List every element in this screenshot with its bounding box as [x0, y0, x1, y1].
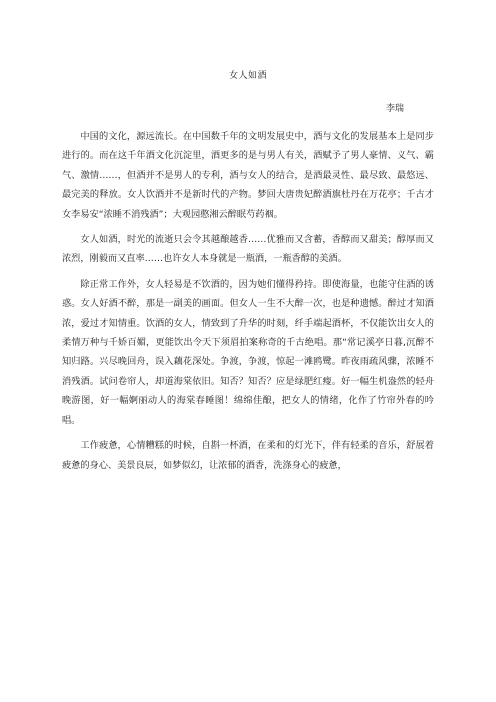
document-body — [62, 127, 434, 481]
paragraph-4: 工作疲惫，心情糟糕的时候，自斟一杯酒，在柔和的灯光下，伴有轻柔的音乐，舒展着疲惫的身心、美景良辰，如梦似幻，让浓郁的酒香，洗涤身心的疲惫， — [62, 440, 434, 471]
paragraph-3: 除正常工作外，女人轻易是不饮酒的，因为她们懂得矜持。即使海量，也能守住酒的诱惑。女人好酒不醉，那是一副美的画面。但女人一生不大醉一次，也是种遗憾。醉过才知酒浓，爱过才知情重。饮酒的女人，情致到了升华的时刻，纤手端起酒杯，不仅能饮出女人的柔情万种与千娇百媚，更能饮出令天下须眉拍案称奇的千古绝唱。那“常记溪亭日暮,沉醉不知归路。兴尽晚回舟，误入藕花深处。争渡，争渡，惊起一滩鸥鹭。昨夜雨疏风骤，浓睡不消残酒。试问卷帘人，却道海棠依旧。知否？知否？应是绿肥红瘦。好一幅生机盎然的轻舟晚游图，好一幅婀丽动人的海棠春睡图！绵绵佳酿，把女人的情绪，化作了竹帘外春的吟唱。 — [62, 278, 434, 426]
paragraph-1: 中国的文化，源远流长。在中国数千年的文明发展史中，酒与文化的发展基本上是同步进行的。而在这千年酒文化沉淀里，酒更多的是与男人有关，酒赋予了男人豪情、义气、霸气、激情……，但酒并不是男人的专利，酒与女人的结合，是酒最灵性、最尽致、最悠远、最完美的释放。女人饮酒并不是新时代的产物。梦回大唐贵妃醉酒旗杜丹在万花亭；千古才女李易安“浓睡不消残酒”；大观园憨湘云醉眠芍药裀。 — [62, 131, 434, 220]
document-title: 女人如酒 — [228, 71, 267, 81]
paragraph-2: 女人如酒，时光的流逝只会令其越酿越香……优雅而又含蓄，香醇而又甜美；醇厚而又浓烈，刚毅而又直率……也许女人本身就是一瓶酒，一瓶香醇的美酒。 — [62, 234, 434, 265]
document-author: 李瑞 — [385, 104, 404, 114]
